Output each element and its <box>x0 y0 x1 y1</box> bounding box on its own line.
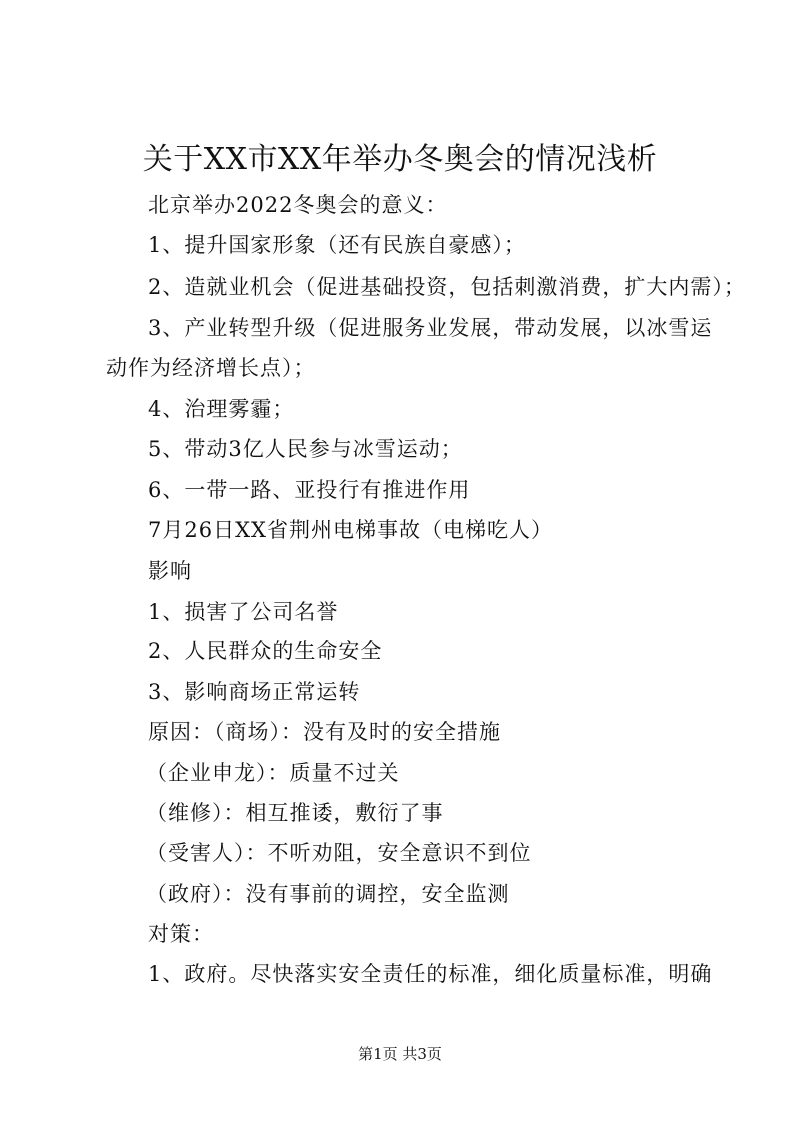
text-line: 2、人民群众的生命安全 <box>148 639 383 663</box>
text-line: 北京举办2022冬奥会的意义： <box>148 193 448 217</box>
text-line: 3、产业转型升级（促进服务业发展，带动发展，以冰雪运 <box>148 316 713 340</box>
text-line: （企业申龙）：质量不过关 <box>146 761 400 785</box>
text-line: 对策： <box>148 922 214 946</box>
text-line: 6、一带一路、亚投行有推进作用 <box>148 478 471 502</box>
page-footer: 第1页 共3页 <box>358 1045 442 1063</box>
text-line: 7月26日XX省荆州电梯事故（电梯吃人） <box>148 518 553 542</box>
text-line: （政府）：没有事前的调控，安全监测 <box>146 882 510 906</box>
document-title: 关于XX市XX年举办冬奥会的情况浅析 <box>142 142 658 177</box>
text-line: 1、损害了公司名誉 <box>148 600 339 624</box>
text-line: 2、造就业机会（促进基础投资，包括刺激消费，扩大内需）； <box>148 275 746 299</box>
text-line: 1、政府。尽快落实安全责任的标准，细化质量标准，明确 <box>148 962 713 986</box>
text-line: 1、提升国家形象（还有民族自豪感）； <box>148 233 526 257</box>
text-line: 原因：（商场）：没有及时的安全措施 <box>148 720 501 744</box>
text-line: （维修）：相互推诿，敷衍了事 <box>146 801 444 825</box>
text-line: 5、带动3亿人民参与冰雪运动； <box>148 437 463 461</box>
text-line: 4、治理雾霾； <box>148 397 295 421</box>
text-line: 影响 <box>148 559 192 583</box>
text-line: 3、影响商场正常运转 <box>148 680 361 704</box>
text-line: （受害人）：不听劝阻，安全意识不到位 <box>146 841 532 865</box>
text-line: 动作为经济增长点）； <box>106 356 316 380</box>
